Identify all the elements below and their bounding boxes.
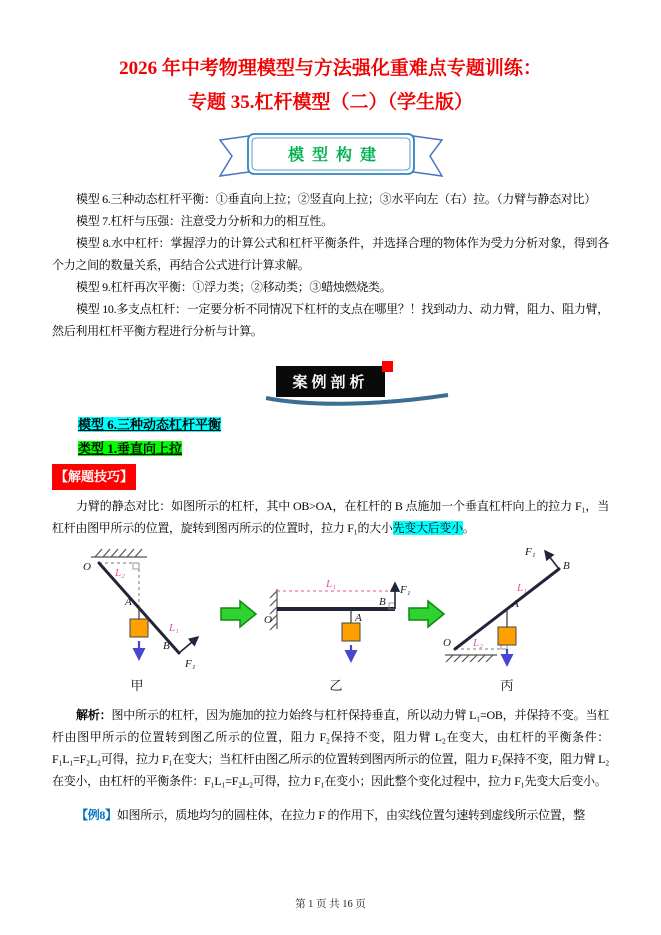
- l1-label: L₁: [325, 578, 336, 590]
- b-label: B: [162, 640, 170, 652]
- technique-text: 力臂的静态对比：如图所示的杠杆，其中 OB>OA，在杠杆的 B 点施加一个垂直杠杆向上的拉力 F₁，当杠杆由图甲所示的位置，旋转到图丙所示的位置时，拉力 F₁的大小: [52, 499, 609, 535]
- l2-label: L₂: [114, 567, 125, 579]
- f1-label: F₁: [524, 546, 536, 558]
- f1-label: F₁: [399, 584, 411, 596]
- red-square-decoration: [382, 361, 393, 372]
- transition-arrow-1: [221, 601, 256, 627]
- o-label: O: [442, 637, 451, 649]
- right-angle-mark: [133, 563, 139, 569]
- f1-label: F₁: [184, 658, 196, 670]
- model-build-banner: [52, 130, 609, 178]
- a-label: A: [354, 612, 362, 624]
- analysis-label: 解析：: [76, 708, 112, 722]
- technique-highlight: 先变大后变小: [392, 521, 463, 535]
- o-label: O: [263, 614, 272, 626]
- l1-label: L₁: [168, 622, 179, 634]
- technique-text-end: 。: [462, 521, 475, 535]
- example-label: 【例8】: [76, 808, 117, 822]
- weight-block: [130, 619, 148, 637]
- b-label: B: [562, 560, 570, 572]
- example-paragraph: [52, 804, 609, 826]
- caption-yi: 乙: [328, 678, 343, 693]
- model6-heading-line: [52, 413, 609, 437]
- b-label: B: [378, 596, 386, 608]
- force-f1-arrow: [179, 637, 198, 653]
- force-f1-arrow: [545, 551, 559, 569]
- caption-jia: 甲: [129, 678, 144, 693]
- caption-bing: 丙: [499, 678, 514, 693]
- model-8-summary: 模型 8.水中杠杆：掌握浮力的计算公式和杠杆平衡条件，并选择合理的物体作为受力分析对象，得到各个力之间的数量关系，再结合公式进行计算求解。: [52, 236, 609, 272]
- ribbon-banner-label: 模型构建: [287, 147, 384, 164]
- hatch-support: [91, 549, 147, 557]
- transition-arrow-2: [409, 601, 444, 627]
- type1-heading: 类型 1.垂直向上拉: [78, 441, 183, 456]
- lever-figure: [52, 543, 609, 700]
- technique-label-line: [52, 464, 609, 490]
- case-analysis-banner: [52, 366, 609, 397]
- lever-figure-svg: [71, 543, 591, 695]
- a-label: A: [124, 596, 132, 608]
- title-line-1: 2026 年中考物理模型与方法强化重难点专题训练：: [119, 58, 542, 79]
- lever-diagram-jia: [83, 549, 198, 693]
- page-title: [52, 52, 609, 120]
- technique-paragraph: [52, 495, 609, 539]
- l1-label: L₁: [516, 582, 527, 594]
- lever-diagram-bing: [443, 546, 570, 693]
- analysis-paragraph: [52, 704, 609, 792]
- o-label: O: [82, 561, 91, 573]
- model-10-summary: 模型 10.多支点杠杆：一定要分析不同情况下杠杆的支点在哪里？！找到动力、动力臂，阻力、阻力臂，然后利用杠杆平衡方程进行分析与计算。: [52, 302, 609, 338]
- model-9-summary: 模型 9.杠杆再次平衡：①浮力类；②移动类；③蜡烛燃烧类。: [76, 280, 392, 294]
- a-label: A: [511, 598, 519, 610]
- model-6-summary: 模型 6.三种动态杠杆平衡：①垂直向上拉；②竖直向上拉；③水平向左（右）拉。（力臂与静态对比）: [76, 192, 596, 206]
- lever-diagram-yi: [264, 578, 411, 693]
- model-7-summary: 模型 7.杠杆与压强：注意受力分析和力的相互性。: [76, 214, 333, 228]
- weight-block: [498, 627, 516, 645]
- example-text: 如图所示，质地均匀的圆柱体，在拉力 F 的作用下，由实线位置匀速转到虚线所示位置，整: [116, 808, 585, 822]
- technique-label: 【解题技巧】: [52, 464, 136, 490]
- analysis-text: 图中所示的杠杆，因为施加的拉力始终与杠杆保持垂直，所以动力臂 L₁=OB，并保持不变。当杠杆由图甲所示的位置转到图乙所示的位置，阻力 F₂保持不变，阻力臂 L₂在变大，由杠杆的平衡条件：F₁L₁=F₂L₂可得，拉力 F₁在变大；当杠杆由图乙所示的位置转到图丙所示的位置，阻力 F₂保持不变，阻力臂 L₂在变小，由杠杆的平衡条件：F₁L₁=F₂L₂可得，拉力 F₁在变小；因此整个变化过程中，拉力 F₁先变大后变小。: [52, 708, 609, 788]
- model6-heading: 模型 6.三种动态杠杆平衡: [78, 417, 222, 432]
- case-analysis-label: 案例剖析: [276, 366, 384, 397]
- weight-block: [342, 623, 360, 641]
- ribbon-banner-graphic: [216, 130, 446, 178]
- page-footer: 第 1 页 共 16 页: [295, 899, 366, 910]
- title-line-2: 专题 35.杠杆模型（二）（学生版）: [187, 92, 473, 113]
- l2-label: L₂: [472, 637, 483, 649]
- type1-heading-line: [52, 437, 609, 461]
- hatch-support: [445, 655, 497, 662]
